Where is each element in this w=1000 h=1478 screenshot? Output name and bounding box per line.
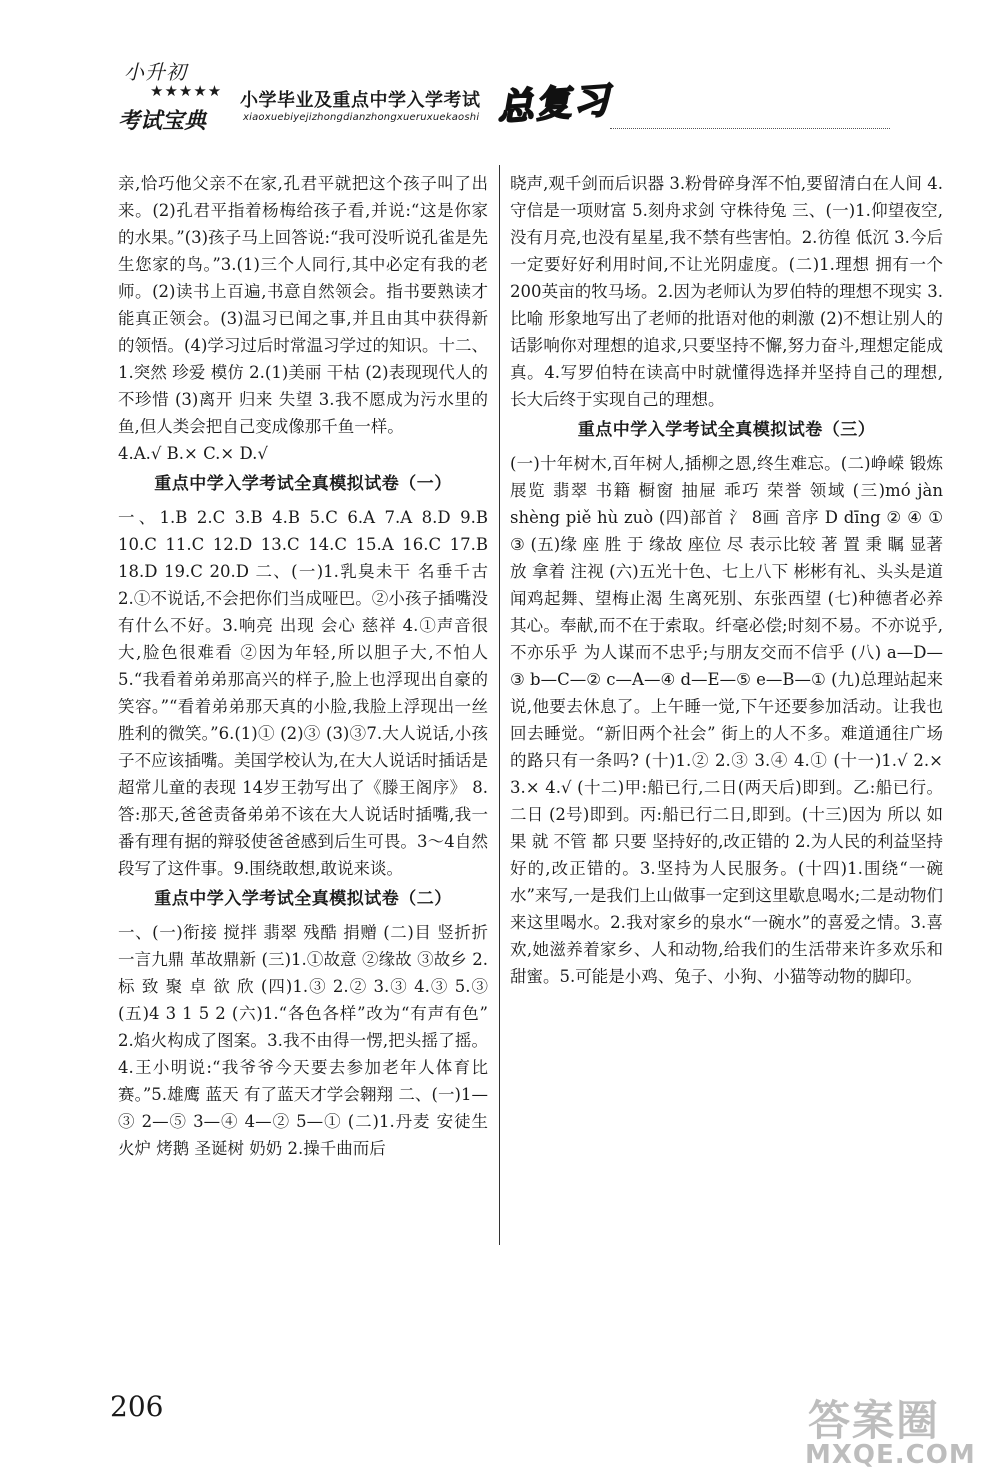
section-title: 重点中学入学考试全真模拟试卷（三） bbox=[577, 420, 876, 440]
book-title: 小学毕业及重点中学入学考试 bbox=[240, 90, 481, 111]
book-title-pinyin: xiaoxuebiyejizhongdianzhongxueruxuekaoshi bbox=[243, 112, 480, 123]
section-title: 重点中学入学考试全真模拟试卷（一） bbox=[154, 474, 452, 494]
answer-paragraph: 晓声,观千剑而后识器 3.粉骨碎身浑不怕,要留清白在人间 4.守信是一项财富 5.刻舟求剑 守株待兔 三、(一)1.仰望夜空,没有月亮,也没有星星,我不禁有些害怕。2.彷徨 低沉 3.今后一定要好好利用时间,不让光阴虚度。(二)1.理想 拥有一个200英亩的牧马场。2.因为老师认为罗伯特的理想不现实 3.比喻 形象地写出了老师的批语对他的刺激 (2)不想让别人的话影响你对理想的追求,只要坚持不懈,努力奋斗,理想定能成真。4.写罗伯特在读高中时就懂得选择并坚持自己的理想,长大后终于实现自己的理想。 bbox=[510, 174, 943, 409]
right-column bbox=[510, 170, 943, 990]
watermark-url: MXQE.COM bbox=[805, 1440, 976, 1470]
answer-paragraph: (一)十年树木,百年树人,插柳之恩,终生难忘。(二)峥嵘 锻炼 展览 翡翠 书籍 橱窗 抽屉 乖巧 荣誉 领域 (三)mó jàn shèng piě hù zuò (四)部首 氵 8画 音序 D dīng ② ④ ① ③ (五)缘 座 胜 于 缘故 座位 尽 表示比较 著 置 秉 瞩 显著 放 拿着 注视 (六)五光十色、七上八下 彬彬有礼、头头是道 闻鸡起舞、望梅止渴 生离死别、东张西望 (七)种德者必养其心。奉献,而不在于索取。纤毫必偿;时刻不易。不亦说乎,不亦乐乎 为人谋而不忠乎;与朋友交而不信乎 (八) a—D—③ b—C—② c—A—④ d—E—⑤ e—B—① (九)总理站起来说,他要去休息了。上午睡一觉,下午还要参加活动。让我也回去睡觉。“新旧两个社会” 街上的人不多。难道通往广场的路只有一条吗? (十)1.② 2.③ 3.④ 4.① (十一)1.√ 2.× 3.× 4.√ (十二)甲:船已行,二日(两天后)即到。乙:船已行。二日 (2号)即到。丙:船已行二日,即到。(十三)因为 所以 如果 就 不管 都 只要 坚持好的,改正错的 2.为人民的利益坚持好的,改正错的。3.坚持为人民服务。(十四)1.围绕“一碗水”来写,一是我们上山做事一定到这里歇息喝水;二是动物们来这里喝水。2.我对家乡的泉水“一碗水”的喜爱之情。3.喜欢,她滋养着家乡、人和动物,给我们的生活带来许多欢乐和甜蜜。5.可能是小鸡、兔子、小狗、小猫等动物的脚印。 bbox=[510, 454, 943, 986]
answer-paragraph: 亲,恰巧他父亲不在家,孔君平就把这个孩子叫了出来。(2)孔君平指着杨梅给孩子看,并说:“这是你家的水果。”(3)孩子马上回答说:“我可没听说孔雀是先生您家的鸟。”3.(1)三个人同行,其中必定有我的老师。(2)读书上百遍,书意自然领会。指书要熟读才能真正领会。(3)温习已闻之事,并且由其中获得新的领悟。(4)学习过后时常温习学过的知识。十二、1.突然 珍爱 模仿 2.(1)美丽 干枯 (2)表现现代人的不珍惜 (3)离开 归来 失望 3.我不愿成为污水里的鱼,但人类会把自己变成像那千鱼一样。 bbox=[118, 174, 488, 436]
logo-top-text: 小升初 bbox=[124, 60, 187, 84]
logo-stars-icon: ★★★★★ bbox=[150, 82, 223, 100]
header-divider bbox=[610, 128, 890, 129]
answer-paragraph: 一、1.B 2.C 3.B 4.B 5.C 6.A 7.A 8.D 9.B 10.C 11.C 12.D 13.C 14.C 15.A 16.C 17.B 18.D 19.C 20.D 二、(一)1.乳臭未干 名垂千古 2.①不说话,不会把你们当成哑巴。②小孩子插嘴没有什么不好。3.响亮 出现 会心 慈祥 4.①声音很大,脸色很难看 ②因为年轻,所以胆子大,不怕人 5.“我看着弟弟那高兴的样子,脸上也浮现出自豪的笑容。”“看着弟弟那天真的小脸,我脸上浮现出一丝胜利的微笑。”6.(1)① (2)③ (3)③7.大人说话,小孩子不应该插嘴。美国学校认为,在大人说话时插话是超常儿童的表现 14岁王勃写出了《滕王阁序》 8.答:那天,爸爸责备弟弟不该在大人说话时插嘴,我一番有理有据的辩驳使爸爸感到后生可畏。3～4自然段写了这件事。9.围绕敢想,敢说来谈。 bbox=[118, 508, 488, 878]
section-title: 重点中学入学考试全真模拟试卷（二） bbox=[154, 889, 452, 909]
series-logo bbox=[110, 52, 230, 142]
column-divider bbox=[499, 165, 500, 1245]
answer-paragraph: 一、(一)衔接 搅拌 翡翠 残酷 捐赠 (二)目 竖折折 一言九鼎 革故鼎新 (三)1.①故意 ②缘故 ③故乡 2.标 致 聚 卓 欲 欣 (四)1.③ 2.② 3.③ 4.③ 5.③ (五)4 3 1 5 2 (六)1.“各色各样”改为“有声有色” 2.焰火构成了图案。3.我不由得一愣,把头摇了摇。4.王小明说:“我爷爷今天要去参加老年人体育比赛。”5.雄鹰 蓝天 有了蓝天才学会翱翔 二、(一)1—③ 2—⑤ 3—④ 4—② 5—① (二)1.丹麦 安徒生 火炉 烤鹅 圣诞树 奶奶 2.操千曲而后 bbox=[118, 923, 488, 1158]
review-badge: 总复习 bbox=[495, 80, 613, 129]
page-number: 206 bbox=[110, 1390, 164, 1423]
left-column bbox=[118, 170, 488, 1162]
page-header bbox=[0, 0, 1000, 150]
logo-bottom-text: 考试宝典 bbox=[118, 109, 207, 134]
answer-paragraph: 4.A.√ B.× C.× D.√ bbox=[118, 444, 268, 463]
watermark-logo: 答案圈 bbox=[808, 1396, 941, 1445]
